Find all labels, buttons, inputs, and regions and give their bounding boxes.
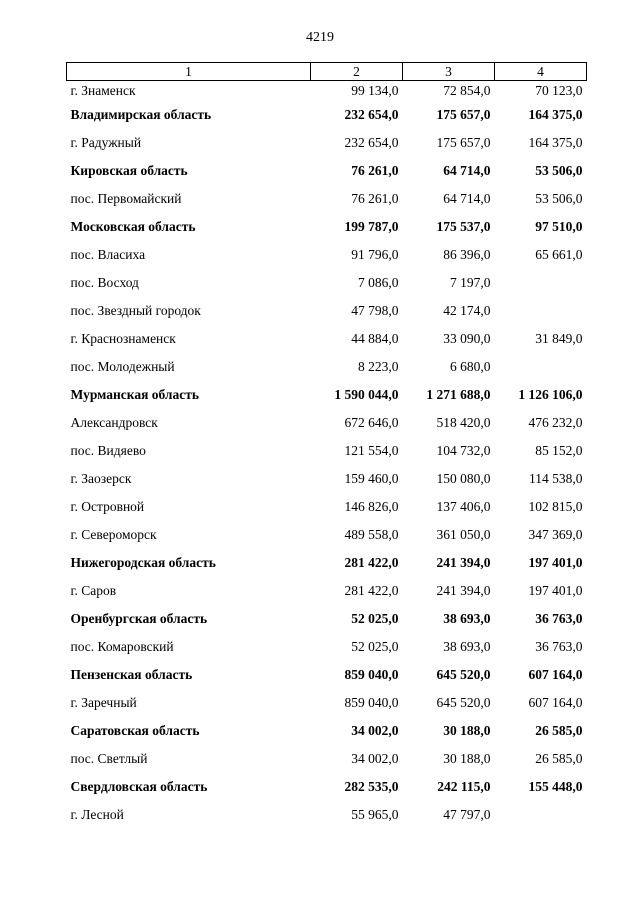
row-name: пос. Молодежный [70,359,175,374]
row-value-col4: 476 232,0 [528,415,583,430]
row-value-col4: 85 152,0 [535,443,583,458]
row-name: пос. Видяево [70,443,146,458]
row-value-col4: 70 123,0 [535,83,583,98]
row-value-col3: 64 714,0 [443,163,491,178]
row-value-col2: 672 646,0 [344,415,399,430]
row-value-col2: 91 796,0 [351,247,399,262]
row-value-col2: 859 040,0 [344,695,399,710]
row-name: г. Заречный [70,695,137,710]
row-value-col4: 31 849,0 [535,331,583,346]
row-value-col3: 361 050,0 [436,527,491,542]
row-value-col3: 137 406,0 [436,499,491,514]
row-value-col4: 97 510,0 [535,219,583,234]
row-value-col4: 197 401,0 [528,555,583,570]
table-row [67,801,587,829]
row-value-col2: 281 422,0 [344,555,399,570]
row-value-col4: 607 164,0 [528,695,583,710]
row-value-col4 [495,801,587,829]
table-row-region [67,381,587,409]
row-value-col2: 76 261,0 [351,163,399,178]
row-name: Свердловская область [70,779,208,794]
row-value-col2: 47 798,0 [351,303,399,318]
row-value-col4: 36 763,0 [535,639,583,654]
row-value-col4: 26 585,0 [535,723,583,738]
row-value-col3: 30 188,0 [443,751,491,766]
row-value-col2: 281 422,0 [344,583,399,598]
row-value-col2: 34 002,0 [351,723,399,738]
row-value-col4: 197 401,0 [528,583,583,598]
table-body [67,81,587,830]
row-value-col3: 30 188,0 [443,723,491,738]
row-value-col3: 86 396,0 [443,247,491,262]
row-name: г. Краснознаменск [70,331,176,346]
row-value-col2: 52 025,0 [351,611,399,626]
row-value-col2: 282 535,0 [344,779,399,794]
row-value-col2: 76 261,0 [351,191,399,206]
row-value-col2: 99 134,0 [351,83,399,98]
table-row [67,269,587,297]
row-value-col3: 175 657,0 [436,135,491,150]
table-row-region [67,661,587,689]
row-name: г. Лесной [70,807,124,822]
table-row-region [67,101,587,129]
row-value-col3: 7 197,0 [450,275,491,290]
table-row-region [67,773,587,801]
row-value-col4: 164 375,0 [528,135,583,150]
row-value-col4: 1 126 106,0 [518,387,583,402]
table-row [67,521,587,549]
row-name: Александровск [70,415,158,430]
row-value-col3: 518 420,0 [436,415,491,430]
row-value-col2: 489 558,0 [344,527,399,542]
row-value-col3: 42 174,0 [443,303,491,318]
row-value-col2: 232 654,0 [344,107,399,122]
row-value-col3: 175 657,0 [436,107,491,122]
row-value-col2: 52 025,0 [351,639,399,654]
row-value-col2: 55 965,0 [351,807,399,822]
row-name: Московская область [70,219,196,234]
column-header-3: 3 [403,63,495,81]
table-row [67,129,587,157]
row-name: пос. Первомайский [70,191,182,206]
row-name: Нижегородская область [70,555,216,570]
row-name: г. Заозерск [70,471,132,486]
row-name: г. Знаменск [70,83,136,98]
row-value-col4: 65 661,0 [535,247,583,262]
row-value-col4: 102 815,0 [528,499,583,514]
row-value-col4: 155 448,0 [528,779,583,794]
row-name: Оренбургская область [70,611,208,626]
row-value-col4: 36 763,0 [535,611,583,626]
column-header-1: 1 [67,63,311,81]
row-value-col3: 645 520,0 [436,667,491,682]
row-name: Саратовская область [70,723,200,738]
row-value-col2: 146 826,0 [344,499,399,514]
table-row-region [67,605,587,633]
row-value-col2: 121 554,0 [344,443,399,458]
row-value-col3: 64 714,0 [443,191,491,206]
row-value-col3: 38 693,0 [443,611,491,626]
table-row [67,185,587,213]
row-value-col2: 44 884,0 [351,331,399,346]
row-name: Кировская область [70,163,188,178]
row-name: пос. Комаровский [70,639,174,654]
row-value-col4 [495,297,587,325]
table-row [67,493,587,521]
row-value-col4: 347 369,0 [528,527,583,542]
row-value-col4 [495,353,587,381]
row-value-col3: 175 537,0 [436,219,491,234]
table-row [67,689,587,717]
row-name: г. Радужный [70,135,142,150]
table-row [67,297,587,325]
table-row [67,465,587,493]
row-value-col4: 164 375,0 [528,107,583,122]
table-row [67,81,587,102]
column-header-2: 2 [311,63,403,81]
row-name: Мурманская область [70,387,199,402]
row-value-col2: 7 086,0 [358,275,399,290]
table-header-row [67,63,587,81]
row-value-col3: 645 520,0 [436,695,491,710]
row-name: пос. Светлый [70,751,148,766]
row-value-col2: 1 590 044,0 [334,387,399,402]
page-number: 4219 [306,30,334,45]
row-value-col2: 232 654,0 [344,135,399,150]
table-row-region [67,717,587,745]
row-value-col4: 607 164,0 [528,667,583,682]
row-name: г. Саров [70,583,117,598]
row-value-col2: 159 460,0 [344,471,399,486]
row-value-col3: 242 115,0 [437,779,491,794]
table-row-region [67,549,587,577]
row-value-col3: 241 394,0 [436,555,491,570]
row-value-col3: 33 090,0 [443,331,491,346]
row-name: Владимирская область [70,107,212,122]
table-row-region [67,213,587,241]
row-value-col3: 150 080,0 [436,471,491,486]
table-row [67,577,587,605]
row-value-col4: 114 538,0 [529,471,583,486]
table-row [67,325,587,353]
budget-table [66,62,587,829]
row-name: Пензенская область [70,667,193,682]
row-value-col2: 34 002,0 [351,751,399,766]
row-value-col3: 38 693,0 [443,639,491,654]
row-name: г. Североморск [70,527,157,542]
table-row [67,745,587,773]
row-name: пос. Восход [70,275,139,290]
row-name: пос. Звездный городок [70,303,201,318]
row-value-col4: 53 506,0 [535,163,583,178]
column-header-4: 4 [495,63,587,81]
row-value-col2: 199 787,0 [344,219,399,234]
row-value-col4: 26 585,0 [535,751,583,766]
row-value-col4: 53 506,0 [535,191,583,206]
row-value-col3: 6 680,0 [450,359,491,374]
row-value-col4 [495,269,587,297]
table-row [67,409,587,437]
row-value-col3: 72 854,0 [443,83,491,98]
row-name: пос. Власиха [70,247,146,262]
row-name: г. Островной [70,499,145,514]
table-row [67,353,587,381]
table-row [67,437,587,465]
row-value-col3: 47 797,0 [443,807,491,822]
table-row [67,241,587,269]
row-value-col3: 241 394,0 [436,583,491,598]
row-value-col2: 8 223,0 [358,359,399,374]
table-row-region [67,157,587,185]
table-row [67,633,587,661]
row-value-col2: 859 040,0 [344,667,399,682]
row-value-col3: 104 732,0 [436,443,491,458]
row-value-col3: 1 271 688,0 [426,387,491,402]
